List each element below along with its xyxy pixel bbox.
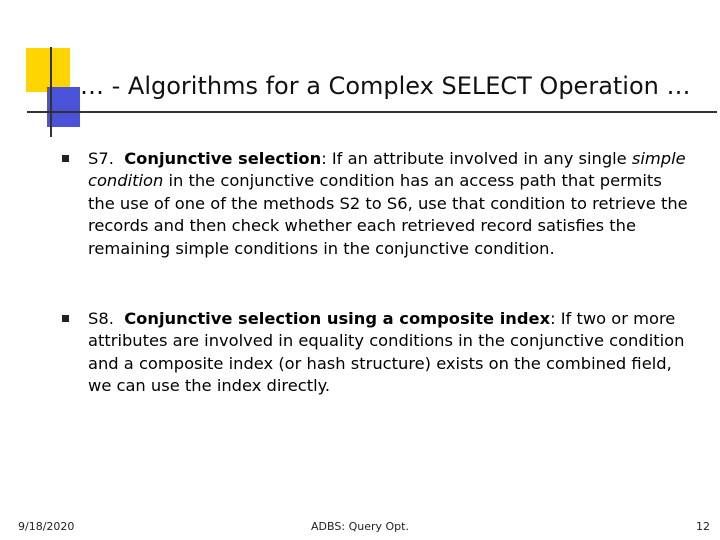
slide-title: … - Algorithms for a Complex SELECT Operation … (80, 72, 691, 100)
footer-page-number: 12 (696, 520, 710, 533)
bullet-id: S7. (88, 149, 114, 168)
bullet-italic: simple condition (88, 149, 686, 191)
bullet-square-icon (62, 315, 69, 322)
bullet-text (88, 148, 688, 260)
bullet-body: : If an attribute involved in any single (321, 149, 632, 168)
footer-date: 9/18/2020 (18, 520, 75, 533)
decor-vertical-line (50, 47, 52, 137)
decor-yellow-square (26, 48, 70, 92)
bullet-term: Conjunctive selection using a composite index (124, 309, 551, 328)
decor-horizontal-line (27, 111, 717, 113)
bullet-text (88, 308, 688, 398)
bullet-body: : If two or more attributes are involved in equality conditions in the conjunctive condition and a composite index (or hash structure) exists on the combined field, we can use the index directly. (88, 309, 685, 396)
bullet-body-cont: in the conjunctive condition has an access path that permits the use of one of the methods S2 to S6, use that condition to retrieve the records and then check whether each retrieved record satisfies the remaining simple conditions in the conjunctive condition. (88, 171, 688, 258)
footer-course-label: ADBS: Query Opt. (311, 520, 409, 533)
bullet-id: S8. (88, 309, 114, 328)
bullet-term: Conjunctive selection (124, 149, 322, 168)
bullet-square-icon (62, 155, 69, 162)
